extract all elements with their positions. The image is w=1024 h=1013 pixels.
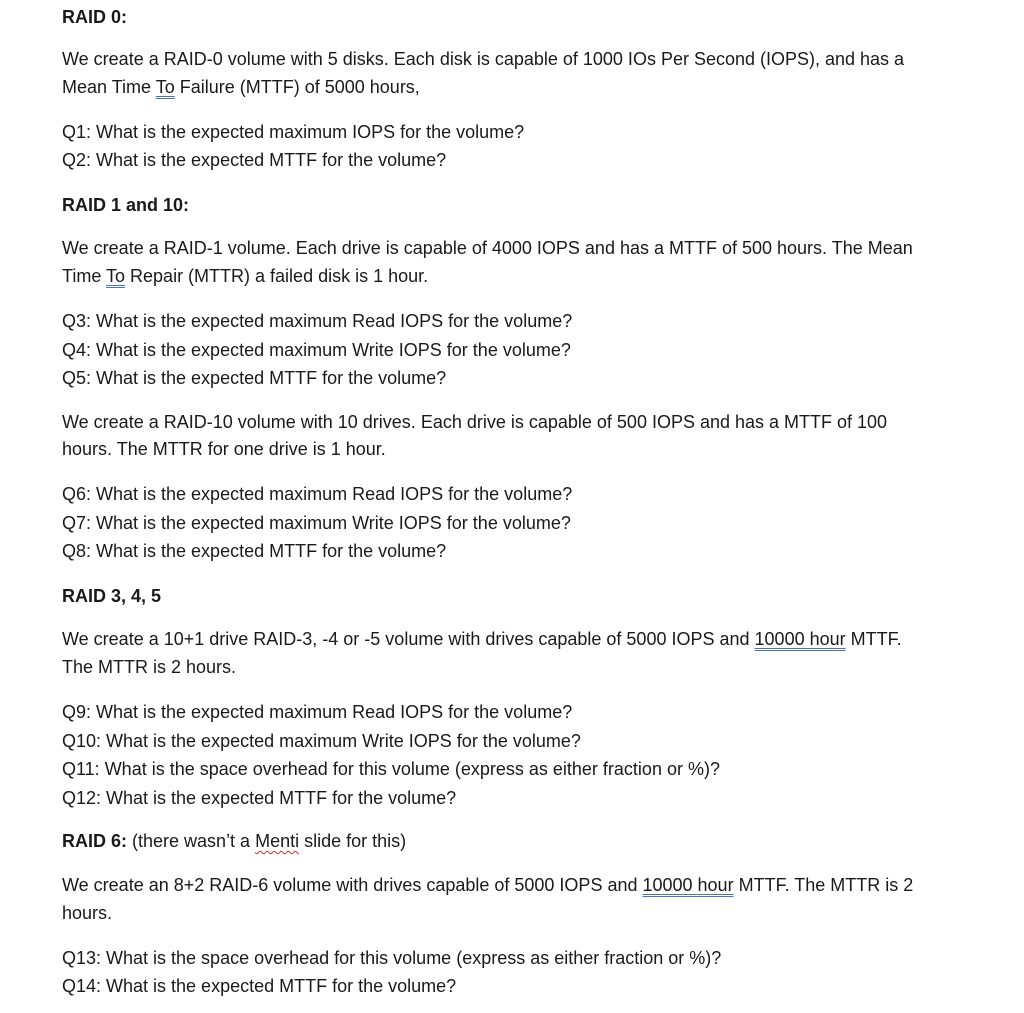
raid1-paragraph-line2 bbox=[62, 264, 428, 288]
text-span: Failure (MTTF) of 5000 hours, bbox=[174, 77, 420, 97]
text-span: Time bbox=[62, 266, 107, 286]
question-q8: Q8: What is the expected MTTF for the volume? bbox=[62, 541, 447, 561]
text-span: slide for this) bbox=[299, 831, 407, 851]
text-span: Repair (MTTR) a failed disk is 1 hour. bbox=[125, 266, 429, 286]
text-span: MTTF. The MTTR is 2 bbox=[733, 875, 914, 895]
text-span: We create a 10+1 drive RAID-3, -4 or -5 volume with drives capable of 5000 IOPS and bbox=[62, 629, 755, 649]
question-q11: Q11: What is the space overhead for this volume (express as either fraction or %)? bbox=[62, 759, 720, 779]
question-q5: Q5: What is the expected MTTF for the volume? bbox=[62, 368, 447, 388]
text-span: MTTF. bbox=[845, 629, 902, 649]
text-span: Mean Time bbox=[62, 77, 156, 97]
raid10-paragraph-line2: hours. The MTTR for one drive is 1 hour. bbox=[62, 439, 386, 459]
grammar-flag-10000-hour[interactable]: 10000 hour bbox=[642, 875, 734, 895]
heading-raid6 bbox=[62, 829, 406, 853]
spellcheck-flag-menti[interactable]: Menti bbox=[255, 831, 300, 851]
question-q1: Q1: What is the expected maximum IOPS for the volume? bbox=[62, 122, 525, 142]
question-q2: Q2: What is the expected MTTF for the volume? bbox=[62, 150, 447, 170]
grammar-flag-10000-hour[interactable]: 10000 hour bbox=[754, 629, 846, 649]
question-q9: Q9: What is the expected maximum Read IOPS for the volume? bbox=[62, 702, 573, 722]
heading-raid0: RAID 0: bbox=[62, 7, 128, 27]
question-q3: Q3: What is the expected maximum Read IOPS for the volume? bbox=[62, 311, 573, 331]
raid0-paragraph-line1: We create a RAID-0 volume with 5 disks. Each disk is capable of 1000 IOs Per Second (IOPS), and has a bbox=[62, 49, 905, 69]
heading-raid345: RAID 3, 4, 5 bbox=[62, 586, 162, 606]
raid1-paragraph-line1: We create a RAID-1 volume. Each drive is capable of 4000 IOPS and has a MTTF of 500 hours. The Mean bbox=[62, 238, 913, 258]
raid0-paragraph-line2 bbox=[62, 75, 420, 99]
question-q7: Q7: What is the expected maximum Write IOPS for the volume? bbox=[62, 513, 571, 533]
raid10-paragraph-line1: We create a RAID-10 volume with 10 drives. Each drive is capable of 500 IOPS and has a MTTF of 100 bbox=[62, 412, 888, 432]
question-q13: Q13: What is the space overhead for this volume (express as either fraction or %)? bbox=[62, 948, 722, 968]
raid345-paragraph-line1 bbox=[62, 627, 902, 651]
heading-raid1-10: RAID 1 and 10: bbox=[62, 195, 190, 215]
raid345-paragraph-line2: The MTTR is 2 hours. bbox=[62, 657, 237, 677]
grammar-flag-to[interactable]: To bbox=[106, 266, 126, 286]
question-q6: Q6: What is the expected maximum Read IOPS for the volume? bbox=[62, 484, 573, 504]
question-q10: Q10: What is the expected maximum Write IOPS for the volume? bbox=[62, 731, 581, 751]
question-q4: Q4: What is the expected maximum Write IOPS for the volume? bbox=[62, 340, 571, 360]
text-span: We create an 8+2 RAID-6 volume with drives capable of 5000 IOPS and bbox=[62, 875, 643, 895]
question-q14: Q14: What is the expected MTTF for the volume? bbox=[62, 976, 457, 996]
raid6-paragraph-line2: hours. bbox=[62, 903, 113, 923]
grammar-flag-to[interactable]: To bbox=[155, 77, 175, 97]
question-q12: Q12: What is the expected MTTF for the volume? bbox=[62, 788, 457, 808]
heading-raid6-label: RAID 6: bbox=[62, 831, 128, 851]
raid6-paragraph-line1 bbox=[62, 873, 913, 897]
text-span: (there wasn’t a bbox=[127, 831, 256, 851]
